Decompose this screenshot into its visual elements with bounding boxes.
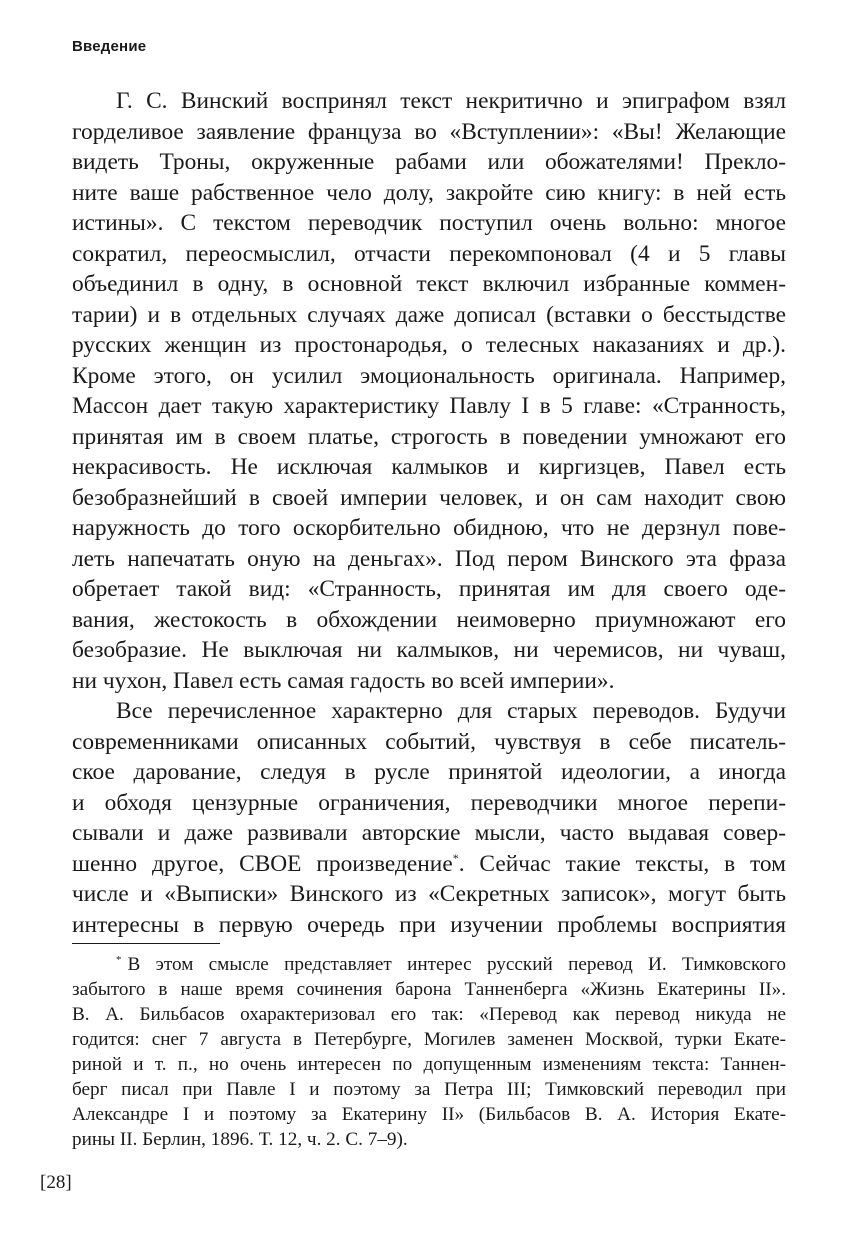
- text-fragment: В этом смысле представляет интерес русский перевод И. Тимковского: [127, 954, 786, 975]
- text-line: Все перечисленное характерно для старых переводов. Будучи: [116, 698, 786, 724]
- text-line: истины». С текстом переводчик поступил очень вольно: многое: [72, 210, 786, 236]
- footnote-line: риной и т. п., но очень интересен по допущенным изменениям текста: Таннен-: [72, 1054, 786, 1075]
- text-line: объединил в одну, в основной текст включил избранные коммен-: [72, 271, 786, 297]
- paragraph: [72, 86, 786, 696]
- footnote: [72, 952, 786, 1152]
- text-line: видеть Троны, окруженные рабами или обожателями! Прекло-: [72, 149, 786, 175]
- text-line: вания, жестокость в обхождении неимоверно приумножают его: [72, 606, 786, 633]
- text-line: наружность до того оскорбительно обидною, что не дерзнул пове-: [72, 515, 786, 541]
- footnote-line: Александре I и поэтому за Екатерину II» (Бильбасов В. А. История Екате-: [72, 1104, 786, 1125]
- footnote-line: [72, 952, 786, 977]
- text-fragment: шенно другое, СВОЕ произведение: [72, 850, 453, 877]
- text-line: безобразнейший в своей империи человек, и он сам находит свою: [72, 484, 786, 511]
- footnote-divider: [72, 943, 220, 944]
- footnote-line: забытого в наше время сочинения барона Танненберга «Жизнь Екатерины II».: [72, 979, 786, 1000]
- running-head: Введение: [72, 38, 147, 55]
- text-line: Г. С. Винский воспринял текст некритично и эпиграфом взял: [116, 88, 786, 114]
- text-line: [72, 849, 786, 880]
- text-line: леть напечатать оную на деньгах». Под пером Винского эта фраза: [72, 545, 786, 572]
- text-line: сывали и даже развивали авторские мысли, часто выдавая совер-: [72, 820, 786, 846]
- text-line: некрасивость. Не исключая калмыков и киргизцев, Павел есть: [72, 454, 786, 480]
- text-line: ское дарование, следуя в русле принятой идеологии, а иногда: [72, 759, 786, 785]
- text-line: числе и «Выписки» Винского из «Секретных записок», могут быть: [72, 881, 786, 907]
- text-line: горделивое заявление француза во «Вступлении»: «Вы! Желающие: [72, 118, 786, 145]
- text-line: ни чухон, Павел есть самая гадость во всей империи».: [72, 667, 615, 694]
- text-line: современниками описанных событий, чувствуя в себе писатель-: [72, 728, 786, 755]
- text-line: безобразие. Не выключая ни калмыков, ни черемисов, ни чуваш,: [72, 637, 786, 663]
- footnote-line: рины II. Берлин, 1896. Т. 12, ч. 2. С. 7–9).: [72, 1129, 408, 1150]
- footnote-reference[interactable]: *: [452, 850, 459, 865]
- text-line: принятая им в своем платье, строгость в поведении умножают его: [72, 423, 786, 450]
- text-line: и обходя цензурные ограничения, переводчики многое перепи-: [72, 789, 786, 816]
- footnote-mark: *: [116, 953, 122, 966]
- footnote-line: берг писал при Павле I и поэтому за Петра III; Тимковский переводил при: [72, 1079, 786, 1100]
- footnote-line: В. А. Бильбасов охарактеризовал его так: «Перевод как перевод никуда не: [72, 1004, 786, 1025]
- footnote-line: годится: снег 7 августа в Петербурге, Могилев заменен Москвой, турки Екате-: [72, 1029, 786, 1050]
- main-text: [72, 86, 786, 940]
- text-line: Кроме этого, он усилил эмоциональность оригинала. Например,: [72, 362, 786, 389]
- text-line: Массон дает такую характеристику Павлу I в 5 главе: «Странность,: [72, 393, 786, 419]
- text-fragment: . Сейчас такие тексты, в том: [458, 850, 786, 877]
- text-line: обретает такой вид: «Странность, принятая им для своего оде-: [72, 576, 786, 602]
- text-line: интересны в первую очередь при изучении проблемы восприятия: [72, 911, 786, 938]
- paragraph: [72, 696, 786, 940]
- page-number: [28]: [40, 1172, 72, 1193]
- text-line: тарии) и в отдельных случаях даже дописал (вставки о бесстыдстве: [72, 301, 786, 328]
- text-line: ните ваше рабственное чело долу, закройте сию книгу: в ней есть: [72, 179, 786, 206]
- text-line: русских женщин из простонародья, о телесных наказаниях и др.).: [72, 332, 786, 358]
- text-line: сократил, переосмыслил, отчасти перекомпоновал (4 и 5 главы: [72, 240, 786, 267]
